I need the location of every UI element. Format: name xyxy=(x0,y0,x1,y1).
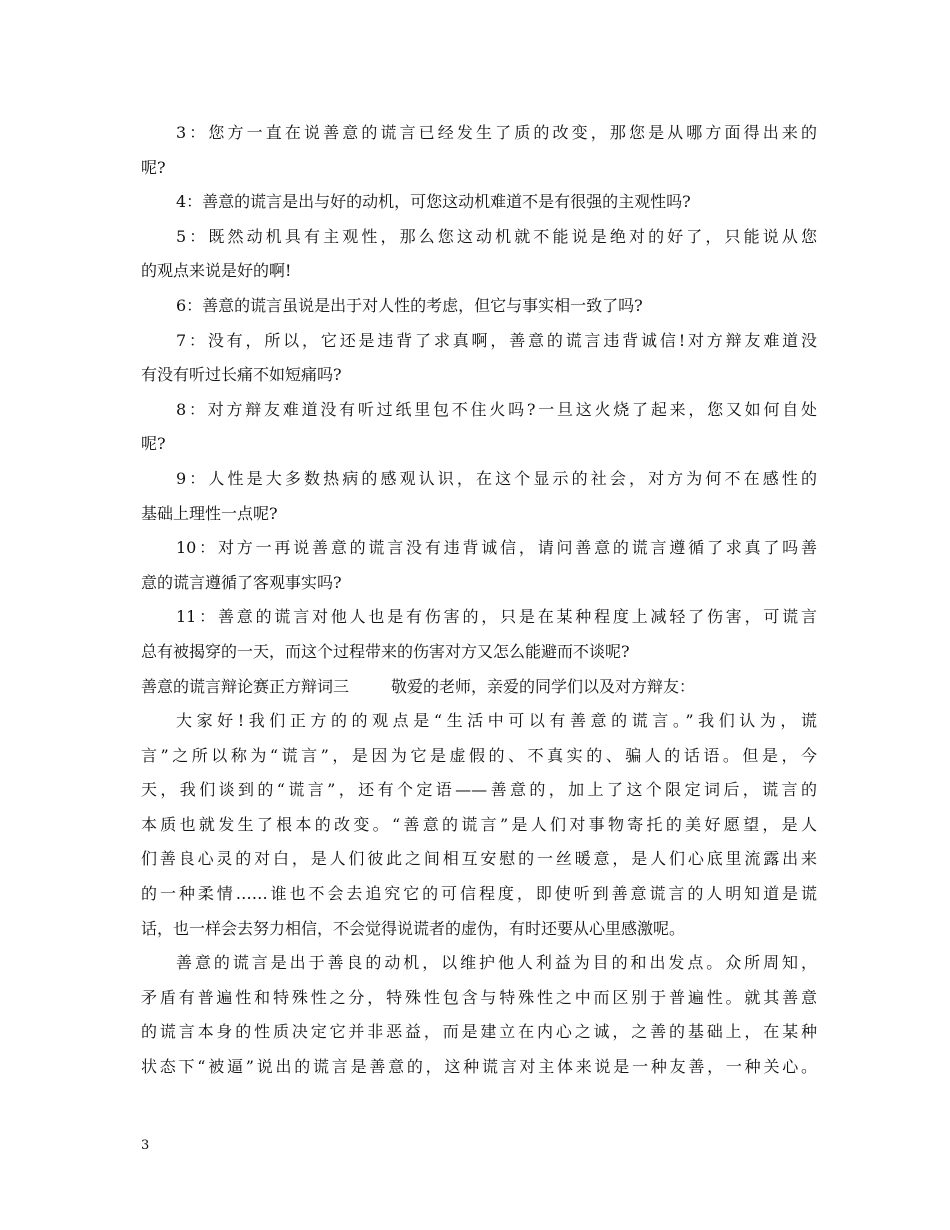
text-line: 呢? xyxy=(141,434,166,454)
text-line: 矛盾有普遍性和特殊性之分，特殊性包含与特殊性之中而区别于普遍性。就其善意 xyxy=(141,987,817,1007)
text-line: 7：没有，所以，它还是违背了求真啊，善意的谎言违背诚信!对方辩友难道没 xyxy=(176,330,817,350)
text-line: 6：善意的谎言虽说是出于对人性的考虑，但它与事实相一致了吗? xyxy=(176,295,643,315)
text-line: 有没有听过长痛不如短痛吗? xyxy=(141,365,342,385)
text-line: 的一种柔情……谁也不会去追究它的可信程度，即使听到善意谎言的人明知道是谎 xyxy=(141,884,817,904)
text-line: 天，我们谈到的“谎言”，还有个定语——善意的，加上了这个限定词后，谎言的 xyxy=(141,780,817,800)
text-line: 大家好!我们正方的的观点是“生活中可以有善意的谎言。”我们认为，谎 xyxy=(176,711,817,731)
text-line: 3：您方一直在说善意的谎言已经发生了质的改变，那您是从哪方面得出来的 xyxy=(176,123,817,142)
document-body xyxy=(141,116,817,1085)
text-line: 总有被揭穿的一天，而这个过程带来的伤害对方又怎么能避而不谈呢? xyxy=(141,641,630,661)
text-line: 本质也就发生了根本的改变。“善意的谎言”是人们对事物寄托的美好愿望，是人 xyxy=(141,814,817,834)
page-number: 3 xyxy=(141,1138,150,1153)
text-line: 言”之所以称为“谎言”，是因为它是虚假的、不真实的、骗人的话语。但是，今 xyxy=(141,745,817,765)
text-line: 4：善意的谎言是出与好的动机，可您这动机难道不是有很强的主观性吗? xyxy=(176,192,691,212)
text-line: 基础上理性一点呢? xyxy=(141,503,278,523)
text-line: 的观点来说是好的啊! xyxy=(141,261,292,281)
text-line: 9：人性是大多数热病的感观认识，在这个显示的社会，对方为何不在感性的 xyxy=(176,468,817,488)
text-line: 10：对方一再说善意的谎言没有违背诚信，请问善意的谎言遵循了求真了吗善 xyxy=(176,538,817,558)
text-line: 善意的谎言是出于善良的动机，以维护他人利益为目的和出发点。众所周知， xyxy=(176,953,817,973)
text-line: 状态下“被逼”说出的谎言是善意的，这种谎言对主体来说是一种友善，一种关心。 xyxy=(141,1057,817,1077)
text-line: 呢? xyxy=(141,157,166,177)
text-line: 们善良心灵的对白，是人们彼此之间相互安慰的一丝暖意，是人们心底里流露出来 xyxy=(141,849,817,869)
text-line: 8：对方辩友难道没有听过纸里包不住火吗?一旦这火烧了起来，您又如何自处 xyxy=(176,399,817,419)
text-line: 11：善意的谎言对他人也是有伤害的，只是在某种程度上减轻了伤害，可谎言 xyxy=(176,607,817,627)
section-heading-line xyxy=(141,670,817,705)
salutation: 敬爱的老师，亲爱的同学们以及对方辩友： xyxy=(391,676,696,696)
section-title: 善意的谎言辩论赛正方辩词三 xyxy=(141,676,350,696)
text-line: 意的谎言遵循了客观事实吗? xyxy=(141,572,342,592)
text-line: 的谎言本身的性质决定它并非恶益，而是建立在内心之诚，之善的基础上，在某种 xyxy=(141,1022,817,1042)
text-line: 话，也一样会去努力相信，不会觉得说谎者的虚伪，有时还要从心里感激呢。 xyxy=(141,918,686,938)
text-line: 5：既然动机具有主观性，那么您这动机就不能说是绝对的好了，只能说从您 xyxy=(176,226,817,246)
